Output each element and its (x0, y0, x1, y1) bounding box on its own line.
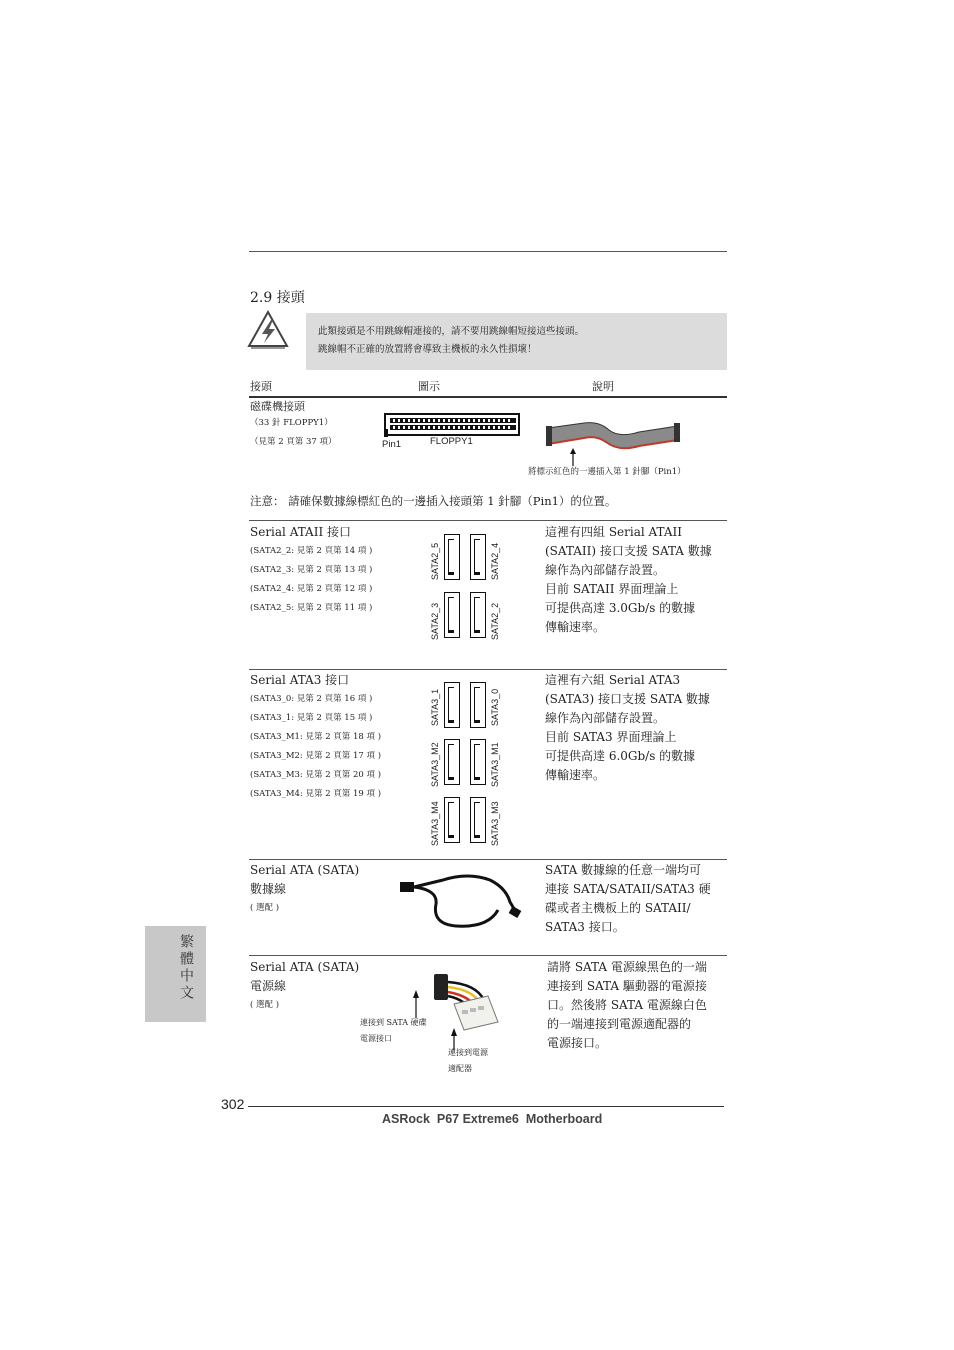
sata-cable-title-2: 數據線 (250, 882, 287, 896)
sata-cable-title-1: Serial ATA (SATA) (250, 863, 360, 877)
port-label-sata3-m4: SATA3_M4 (430, 801, 440, 846)
floppy1-label: FLOPPY1 (430, 436, 473, 447)
sata3-m2-port (444, 739, 460, 785)
sata3-desc-6: 傳輸速率。 (545, 768, 606, 782)
sata2-desc-1: 這裡有四組 Serial ATAII (545, 525, 683, 539)
sata-cable-description (545, 861, 711, 937)
sata-power-description (547, 958, 707, 1053)
sata-power-desc-4: 的一端連接到電源適配器的 (547, 1017, 692, 1031)
sata2-3-port (444, 592, 460, 638)
floppy-sub-2: （見第 2 頁第 37 項） (250, 437, 337, 447)
port-label-sata3-1: SATA3_1 (430, 688, 440, 726)
port-label-sata3-0: SATA3_0 (490, 688, 500, 726)
sata-power-callout-left-2: 電源接口 (360, 1034, 392, 1043)
footer-product: ASRock P67 Extreme6 Motherboard (382, 1112, 603, 1126)
sata-cable-desc-1: SATA 數據線的任意一端均可 (545, 863, 702, 877)
sata2-title: Serial ATAII 接口 (250, 525, 352, 539)
sata2-desc-5: 可提供高達 3.0Gb/s 的數據 (545, 601, 696, 615)
footer-rule (248, 1106, 724, 1107)
sata3-sublist (250, 690, 381, 804)
port-label-sata3-m3: SATA3_M3 (490, 801, 500, 846)
sata3-rule (249, 859, 727, 860)
floppy-title: 磁碟機接頭 (250, 400, 305, 413)
sata2-4-port (470, 534, 486, 580)
sata3-sub-2: (SATA3_1: 見第 2 頁第 15 項 ) (250, 713, 373, 723)
language-side-tab (145, 926, 206, 1022)
sata2-sub-2: (SATA2_3: 見第 2 頁第 13 項 ) (250, 565, 373, 575)
sata2-5-port (444, 534, 460, 580)
pin1-label: Pin1 (382, 439, 402, 450)
floppy-caution: 注意： 請確保數據線標紅色的一邊插入接頭第 1 針腳（Pin1）的位置。 (250, 494, 617, 508)
port-label-sata2-5: SATA2_5 (430, 542, 440, 580)
sata2-desc-4: 目前 SATAII 界面理論上 (545, 582, 679, 596)
port-label-sata3-m2: SATA3_M2 (430, 742, 440, 787)
sata-power-callout-bottom-1: 連接到電源 (448, 1048, 488, 1057)
warning-icon (247, 310, 289, 350)
sata3-sub-4: (SATA3_M2: 見第 2 頁第 17 項 ) (250, 751, 382, 761)
sata2-sub-3: (SATA2_4: 見第 2 頁第 12 項 ) (250, 584, 373, 594)
sata-power-desc-1: 請將 SATA 電源線黑色的一端 (547, 960, 707, 974)
sata2-rule (249, 669, 727, 670)
sata2-desc-2: (SATAII) 接口支援 SATA 數據 (545, 544, 712, 558)
sata2-sub-4: (SATA2_5: 見第 2 頁第 11 項 ) (250, 603, 373, 613)
sata-cable-image (398, 868, 522, 932)
sata2-desc-6: 傳輸速率。 (545, 620, 606, 634)
port-label-sata2-4: SATA2_4 (490, 542, 500, 580)
floppy-cable-image (544, 418, 684, 468)
language-tab-text: 繁體中文 (178, 934, 194, 1002)
port-label-sata2-3: SATA2_3 (430, 602, 440, 640)
warning-line-2: 跳線帽不正確的放置將會導致主機板的永久性損壞！ (318, 344, 537, 355)
sata-power-desc-5: 電源接口。 (547, 1036, 608, 1050)
header-rule (249, 396, 727, 398)
warning-line-1: 此類接頭是不用跳線帽連接的，請不要用跳線帽短接這些接頭。 (318, 326, 585, 337)
header-description: 說明 (592, 380, 614, 393)
sata3-m3-port (470, 797, 486, 843)
warning-box (306, 313, 727, 370)
sata3-0-port (470, 682, 486, 728)
port-label-sata3-m1: SATA3_M1 (490, 742, 500, 787)
header-connector: 接頭 (250, 380, 272, 393)
sata3-description (545, 671, 710, 785)
sata2-2-port (470, 592, 486, 638)
sata3-sub-5: (SATA3_M3: 見第 2 頁第 20 項 ) (250, 770, 382, 780)
floppy-sub-1: （33 針 FLOPPY1） (250, 418, 333, 428)
sata3-desc-3: 線作為內部儲存設置。 (545, 711, 666, 725)
sata3-sub-3: (SATA3_M1: 見第 2 頁第 18 項 ) (250, 732, 382, 742)
sata3-m1-port (470, 739, 486, 785)
sata-power-desc-2: 連接到 SATA 驅動器的電源接 (547, 979, 707, 993)
section-title: 2.9 接頭 (250, 290, 305, 306)
sata-cable-desc-4: SATA3 接口。 (545, 920, 625, 934)
sata-power-title-2: 電源線 (250, 979, 287, 993)
floppy-connector (384, 413, 520, 438)
sata3-desc-2: (SATA3) 接口支援 SATA 數據 (545, 692, 710, 706)
sata3-sub-6: (SATA3_M4: 見第 2 頁第 19 項 ) (250, 789, 382, 799)
port-label-sata2-2: SATA2_2 (490, 602, 500, 640)
page-number: 302 (221, 1096, 245, 1112)
sata3-desc-1: 這裡有六組 Serial ATA3 (545, 673, 681, 687)
sata-power-sub: ( 選配 ) (250, 1000, 280, 1010)
sata3-m4-port (444, 797, 460, 843)
sata2-description (545, 523, 712, 637)
sata-power-title-1: Serial ATA (SATA) (250, 960, 360, 974)
sata3-title: Serial ATA3 接口 (250, 673, 350, 687)
sata-power-callout-left-1: 連接到 SATA 硬碟 (360, 1018, 427, 1027)
sata3-sub-1: (SATA3_0: 見第 2 頁第 16 項 ) (250, 694, 373, 704)
top-rule (249, 251, 727, 252)
sata2-desc-3: 線作為內部儲存設置。 (545, 563, 666, 577)
sata-cable-sub: ( 選配 ) (250, 903, 280, 913)
sata3-1-port (444, 682, 460, 728)
sata-cable-rule (249, 955, 727, 956)
sata2-sublist (250, 542, 372, 618)
sata3-desc-4: 目前 SATA3 界面理論上 (545, 730, 677, 744)
sata-power-cable-image (406, 970, 516, 1050)
sata-power-desc-3: 口。然後將 SATA 電源線白色 (547, 998, 707, 1012)
header-figure: 圖示 (418, 380, 440, 393)
sata-cable-desc-3: 碟或者主機板上的 SATAII/ (545, 901, 691, 915)
sata-cable-desc-2: 連接 SATA/SATAII/SATA3 硬 (545, 882, 711, 896)
sata-power-callout-bottom-2: 適配器 (448, 1064, 472, 1073)
floppy-rule (249, 520, 727, 521)
sata3-desc-5: 可提供高達 6.0Gb/s 的數據 (545, 749, 696, 763)
floppy-cable-note: 將標示紅色的一邊插入第 1 針腳（Pin1） (528, 467, 686, 477)
sata2-sub-1: (SATA2_2: 見第 2 頁第 14 項 ) (250, 546, 373, 556)
